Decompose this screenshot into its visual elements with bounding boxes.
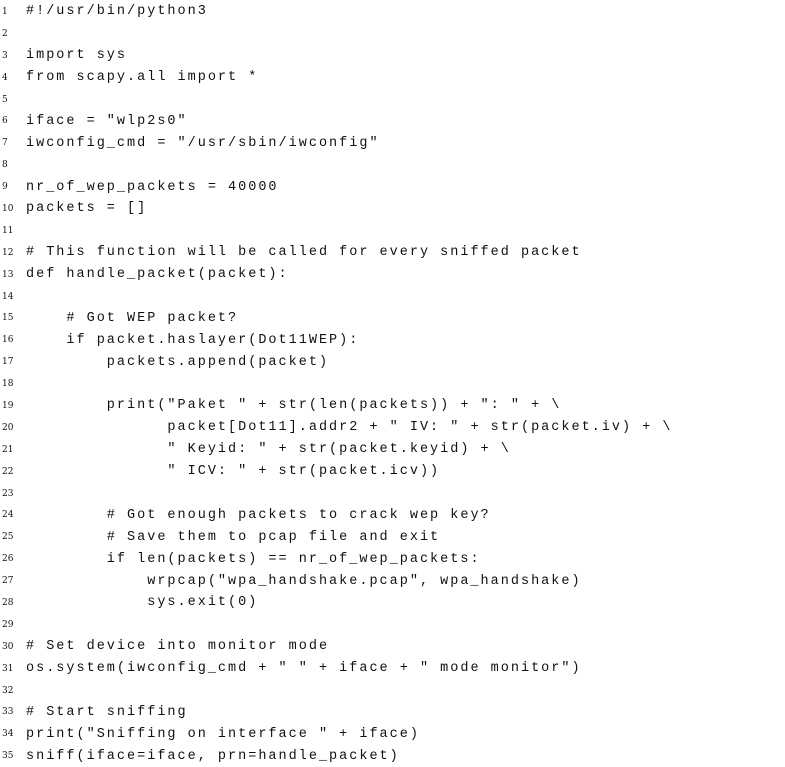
line-number: 2: [2, 28, 8, 39]
code-text: # Got WEP packet?: [26, 310, 239, 326]
code-line: [0, 264, 785, 286]
code-text: nr_of_wep_packets = 40000: [26, 179, 279, 195]
code-text: print("Paket " + str(len(packets)) + ": " + \: [26, 398, 562, 414]
code-line: [0, 745, 785, 767]
line-number: 19: [2, 400, 14, 411]
code-text: if len(packets) == nr_of_wep_packets:: [26, 551, 481, 567]
line-number: 18: [2, 379, 14, 390]
code-text: from scapy.all import *: [26, 70, 259, 86]
code-line: [0, 220, 785, 242]
line-number: 28: [2, 597, 14, 608]
code-text: sniff(iface=iface, prn=handle_packet): [26, 748, 400, 764]
code-line: [0, 680, 785, 702]
code-text: if packet.haslayer(Dot11WEP):: [26, 332, 360, 348]
code-text: # Save them to pcap file and exit: [26, 529, 441, 545]
line-number: 32: [2, 685, 14, 696]
line-number: 20: [2, 422, 14, 433]
code-line: [0, 307, 785, 329]
line-number: 12: [2, 247, 14, 258]
code-text: " Keyid: " + str(packet.keyid) + \: [26, 442, 511, 458]
line-number: 9: [2, 182, 8, 193]
line-number: 8: [2, 160, 8, 171]
code-line: [0, 614, 785, 636]
code-line: [0, 570, 785, 592]
code-line: [0, 351, 785, 373]
line-number: 11: [2, 225, 14, 236]
line-number: 10: [2, 203, 14, 214]
line-number: 1: [2, 6, 8, 17]
code-text: packet[Dot11].addr2 + " IV: " + str(packet.iv) + \: [26, 420, 673, 436]
code-text: # This function will be called for every sniffed packet: [26, 245, 582, 261]
code-line: [0, 439, 785, 461]
code-line: [0, 89, 785, 111]
code-line: [0, 548, 785, 570]
code-line: [0, 242, 785, 264]
code-text: os.system(iwconfig_cmd + " " + iface + " mode monitor"): [26, 661, 582, 677]
line-number: 21: [2, 444, 14, 455]
code-text: # Got enough packets to crack wep key?: [26, 507, 491, 523]
code-line: [0, 176, 785, 198]
code-line: [0, 504, 785, 526]
line-number: 4: [2, 72, 8, 83]
code-line: [0, 23, 785, 45]
line-number: 16: [2, 335, 14, 346]
code-line: [0, 132, 785, 154]
line-number: 5: [2, 94, 8, 105]
code-text: " ICV: " + str(packet.icv)): [26, 464, 441, 480]
code-line: [0, 373, 785, 395]
line-number: 24: [2, 510, 14, 521]
code-text: print("Sniffing on interface " + iface): [26, 726, 420, 742]
code-line: [0, 1, 785, 23]
code-line: [0, 723, 785, 745]
code-text: sys.exit(0): [26, 595, 259, 611]
code-line: [0, 702, 785, 724]
code-line: [0, 286, 785, 308]
line-number: 17: [2, 357, 14, 368]
line-number: 35: [2, 751, 14, 762]
line-number: 23: [2, 488, 14, 499]
line-number: 30: [2, 641, 14, 652]
code-line: [0, 198, 785, 220]
code-text: iwconfig_cmd = "/usr/sbin/iwconfig": [26, 135, 380, 151]
code-line: [0, 395, 785, 417]
code-text: # Set device into monitor mode: [26, 639, 330, 655]
code-text: # Start sniffing: [26, 704, 188, 720]
line-number: 15: [2, 313, 14, 324]
code-line: [0, 329, 785, 351]
code-line: [0, 110, 785, 132]
line-number: 22: [2, 466, 14, 477]
code-line: [0, 658, 785, 680]
code-line: [0, 461, 785, 483]
line-number: 33: [2, 707, 14, 718]
line-number: 14: [2, 291, 14, 302]
line-number: 29: [2, 619, 14, 630]
line-number: 13: [2, 269, 14, 280]
code-line: [0, 417, 785, 439]
line-number: 27: [2, 576, 14, 587]
code-line: [0, 526, 785, 548]
line-number: 25: [2, 532, 14, 543]
line-number: 31: [2, 663, 14, 674]
line-number: 6: [2, 116, 8, 127]
code-line: [0, 45, 785, 67]
code-text: def handle_packet(packet):: [26, 267, 289, 283]
code-text: import sys: [26, 48, 128, 64]
line-number: 34: [2, 729, 14, 740]
code-line: [0, 483, 785, 505]
code-text: packets = []: [26, 201, 148, 217]
code-line: [0, 592, 785, 614]
line-number: 7: [2, 138, 8, 149]
code-line: [0, 154, 785, 176]
line-number: 26: [2, 554, 14, 565]
code-text: iface = "wlp2s0": [26, 113, 188, 129]
code-text: wrpcap("wpa_handshake.pcap", wpa_handshake): [26, 573, 582, 589]
code-line: [0, 67, 785, 89]
code-text: packets.append(packet): [26, 354, 330, 370]
code-line: [0, 636, 785, 658]
line-number: 3: [2, 50, 8, 61]
code-text: #!/usr/bin/python3: [26, 4, 208, 20]
